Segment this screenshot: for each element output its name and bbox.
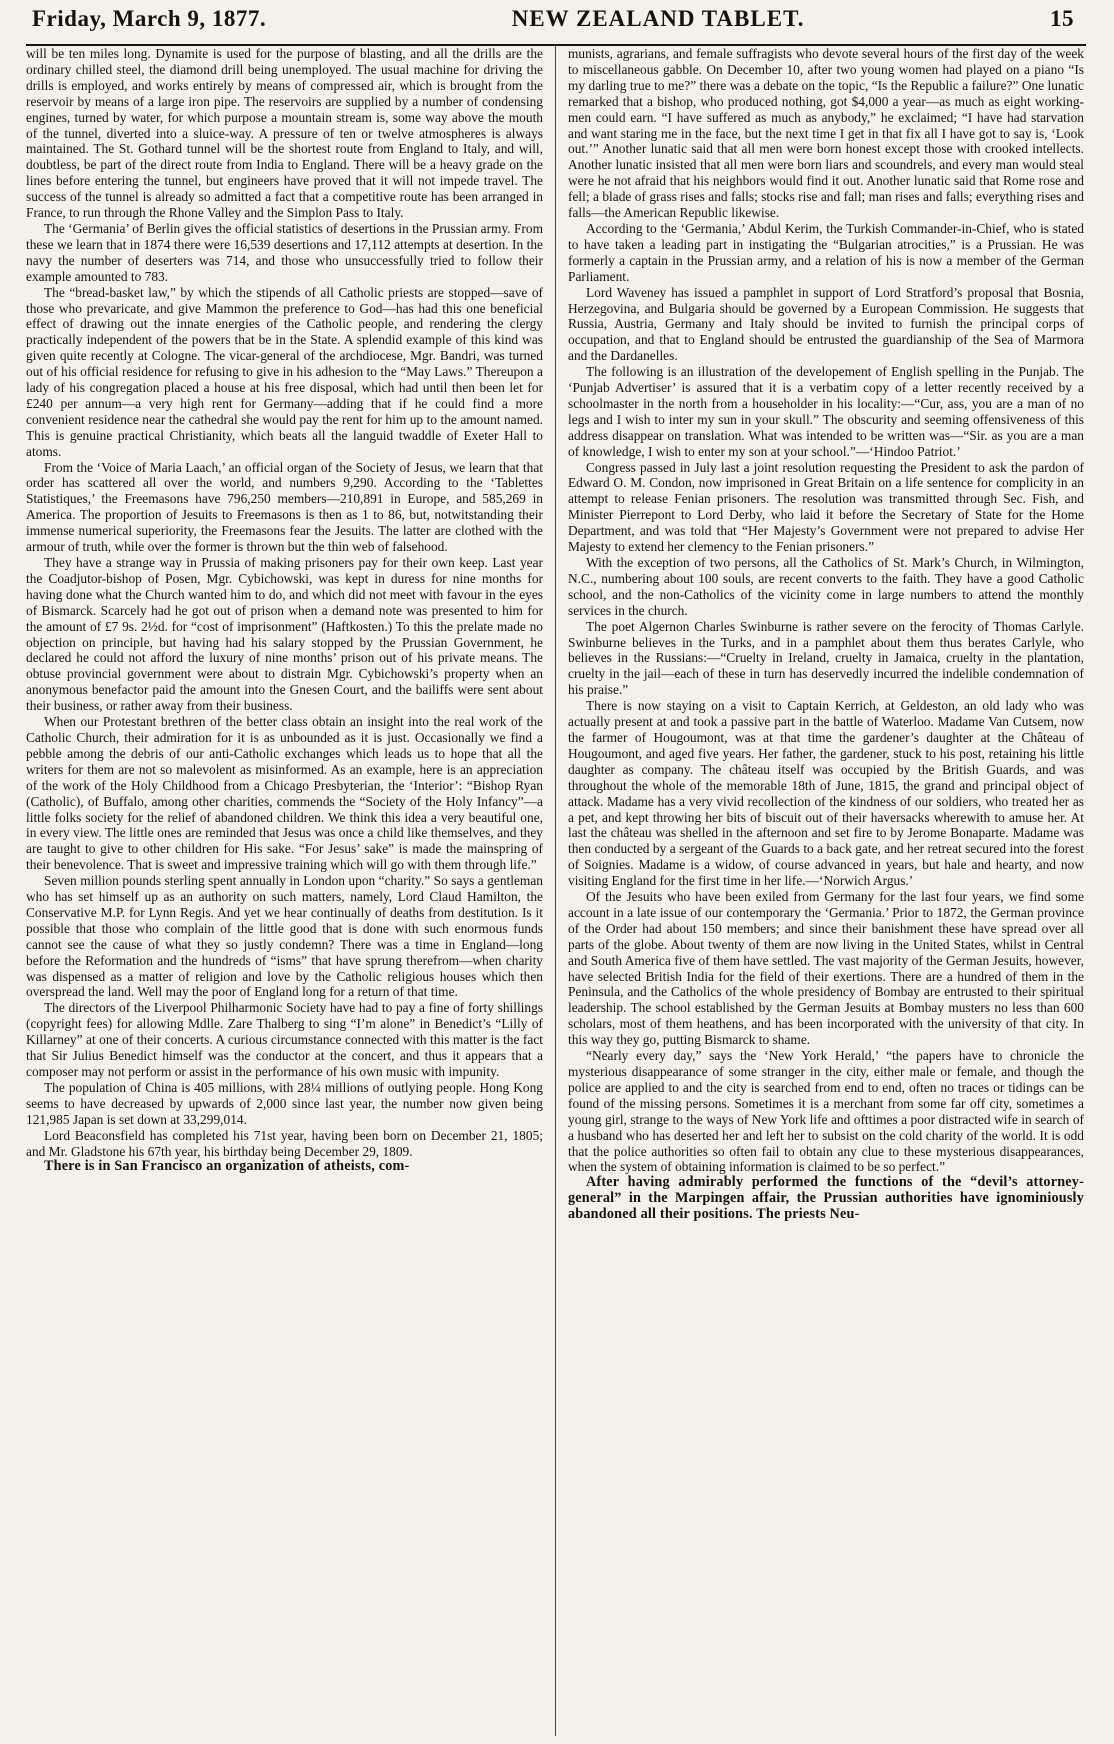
paragraph: Seven million pounds sterling spent annually in London upon “charity.” So says a gentleman who has set himself up as an authority on such matters, namely, Lord Claud Hamilton, the Conservative M.P. for Lynn Regis. And yet we hear continually of deaths from destitution. Is it possible that those who complain of the little good that is done with such enormous funds cannot see the cause of what they so justly condemn? There was a time in England—long before the Reformation and the hundreds of “isms” that have sprung therefrom—when charity was dispensed as a matter of religion and love by the Catholic religious houses which then overspread the land. Well may the poor of England long for a return of that time. (26, 873, 543, 1000)
paragraph: Of the Jesuits who have been exiled from Germany for the last four years, we find some account in a late issue of our contemporary the ‘Germania.’ Prior to 1872, the German province of the Order had about 150 members; and since their banishment these have spread over all parts of the globe. About twenty of them are now living in the United States, whilst in Central and South America five of them have settled. The vast majority of the German Jesuits, however, have selected British India for the field of their exertions. There are a hundred of them in the Peninsula, and the Catholics of the whole presidency of Bombay are entrusted to their spiritual leadership. The school established by the German Jesuits at Bombay musters no less than 600 scholars, most of them heathens, and has been incorporated with the university of that city. In this way they go, putting Bismarck to shame. (568, 889, 1084, 1048)
paragraph: The population of China is 405 millions, with 28¼ millions of outlying people. Hong Kong seems to have decreased by upwards of 2,000 since last year, the number now given being 121,985 Japan is set down at 33,299,014. (26, 1079, 543, 1127)
paragraph: will be ten miles long. Dynamite is used for the purpose of blasting, and all the drills are the ordinary chilled steel, the diamond drill being unemployed. The usual machine for driving the drills is employed, and works entirely by means of compressed air, which is brought from the reservoir by means of a large iron pipe. The reservoirs are supplied by a number of condensing engines, turned by water, for which purpose a mountain stream is, some way above the mouth of the tunnel, diverted into a sluice-way. A pressure of ten or twelve atmospheres is always maintained. The St. Gothard tunnel will be the shortest route from England to Italy, and will, doubtless, be part of the direct route from India to England. There will be a heavy grade on the lines before entering the tunnel, but engineers have proved that it will not impede travel. The success of the tunnel is already so admitted a fact that a competitive route has been arranged in France, to run through the Rhone Valley and the Simplon Pass to Italy. (26, 46, 543, 221)
paragraph: Lord Beaconsfield has completed his 71st year, having been born on December 21, 1805; and Mr. Gladstone his 67th year, his birthday being December 29, 1809. (26, 1127, 543, 1159)
paragraph: There is in San Francisco an organization of atheists, com- (44, 1158, 410, 1175)
issue-date: Friday, March 9, 1877. (32, 6, 267, 31)
paragraph: There is now staying on a visit to Captain Kerrich, at Geldeston, an old lady who was actually present at and took a passive part in the battle of Waterloo. Madame Van Cutsem, now the farmer of Hougoumont, was at that time the gardener’s daughter at the Château of Hougoumont, and aged five years. Her father, the gardener, stuck to his post, retaining his little daughter as company. The château itself was occupied by the British Guards, and was throughout the whole of the memorable 18th of June, 1815, the grand and principal object of attack. Madame has a very vivid recollection of the kindness of our soldiers, who treated her as a pet, and kept throwing her bits of biscuit out of their haversacks wherewith to amuse her. At last the château was shelled in the afternoon and set fire to by Jerome Bonaparte. Madame was then conducted by a sergeant of the Guards to a back gate, and her retreat secured into the forest of Soignies. Madame is a widow, of course advanced in years, but hale and hearty, and now visiting England for the first time in her life.—‘Norwich Argus.’ (568, 698, 1084, 889)
publication-title: NEW ZEALAND TABLET. (511, 6, 805, 31)
paragraph: After having admirably performed the functions of the “devil’s attorney-general” in the Marpingen affair, the Prussian authorities have ignominiously abandoned all their positions. The priests Neu- (568, 1174, 1084, 1223)
right-column (555, 46, 1084, 1736)
paragraph: The “bread-basket law,” by which the stipends of all Catholic priests are stopped—save of those who prevaricate, and give Mammon the preference to God—has had this one beneficial effect of drawing out the innate energies of the Catholic people, and rendering the clergy practically independent of the powers that be in the State. A splendid example of this kind was given quite recently at Cologne. The vicar-general of the archdiocese, Mgr. Bandri, was turned out of his official residence for refusing to give in his adhesion to the “May Laws.” Thereupon a lady of his congregation placed a house at his free disposal, which had until then been let for £240 per annum—a very high rent for Germany—adding that if he could find a more convenient residence near the cathedral she would pay the rent for him up to the amount named. This is genuine practical Christianity, which beats all the languid twaddle of Exeter Hall to atoms. (26, 284, 543, 459)
left-column (26, 46, 555, 1736)
article-columns (26, 46, 1086, 1736)
page-number: 15 (1050, 6, 1074, 31)
paragraph: According to the ‘Germania,’ Abdul Kerim, the Turkish Commander-in-Chief, who is stated to have taken a leading part in instigating the “Bulgarian atrocities,” is a Prussian. He was formerly a captain in the Prussian army, and a relation of his is now a member of the German Parliament. (568, 220, 1084, 284)
paragraph: munists, agrarians, and female suffragists who devote several hours of the first day of the week to miscellaneous gabble. On December 10, after two young women had played on a piano “Is my darling true to me?” there was a debate on the topic, “Is the Republic a failure?” One lunatic remarked that a bishop, who produced nothing, got $4,000 a year—as much as eight working-men could earn. “I have suffered as much as anybody,” he exclaimed; “I have had starvation and want staring me in the face, but the next time I get in that fix all I have got to say is, ‘Look out.’” Another lunatic said that all men were born honest except those with crooked intellects. Another lunatic insisted that all men were born liars and scoundrels, and every man would steal were he not afraid that his neighbors would find it out. Another lunatic said that Rome rose and fell; a blade of grass rises and falls; stocks rise and fall; man rises and falls; everything rises and falls—the American Republic likewise. (568, 46, 1084, 221)
paragraph: The following is an illustration of the developement of English spelling in the Punjab. The ‘Punjab Advertiser’ is assured that it is a verbatim copy of a letter recently received by a schoolmaster in the north from a householder in his locality:—“Cur, ass, you are a man of no legs and I wish to inter my sun in your skull.” The obscurity and seeming offensiveness of this address disappear on translation. What was intended to be written was—“Sir. as you are a man of knowledge, I wish to enter my son at your school.”—‘Hindoo Patriot.’ (568, 364, 1084, 459)
masthead (26, 6, 1086, 46)
paragraph: When our Protestant brethren of the better class obtain an insight into the real work of the Catholic Church, their admiration for it is as unbounded as it is just. Occasionally we find a pebble among the debris of our anti-Catholic exchanges which leads us to hope that all the writers for them are not so malevolent as misinformed. As an example, here is an appreciation of the work of the Holy Childhood from a Chicago Presbyterian, the ‘Interior’: “Bishop Ryan (Catholic), of Buffalo, among other charities, commends the “Society of the Holy Infancy”—a little folks society for the relief of abandoned children. We think this idea a very beautiful one, in every view. The little ones are reminded that Jesus was once a child like themselves, and they are taught to give to other children for His sake. “For Jesus’ sake” is made the mainspring of their benevolence. That is sweet and impressive training which will go with them through life.” (26, 714, 543, 873)
paragraph: The poet Algernon Charles Swinburne is rather severe on the ferocity of Thomas Carlyle. Swinburne believes in the Turks, and in a pamphlet about them thus berates Carlyle, who believes in the Russians:—“Cruelty in Ireland, cruelty in Jamaica, cruelty in the plantation, cruelty in the jail—each of these in turn has deservedly incurred the indelible condemnation of his praise.” (568, 618, 1084, 698)
paragraph: Congress passed in July last a joint resolution requesting the President to ask the pardon of Edward O. M. Condon, now imprisoned in Great Britain on a life sentence for complicity in an attempt to release Fenian prisoners. The resolution was transmitted through Sec. Fish, and Minister Pierrepont to Lord Derby, who laid it before the Secretary of State for the Home Department, and was told that “Her Majesty’s Government were not prepared to advise Her Majesty to extend her clemency to the Fenian prisoners.” (568, 459, 1084, 555)
paragraph: “Nearly every day,” says the ‘New York Herald,’ “the papers have to chronicle the mysterious disappearance of some stranger in the city, either male or female, and though the police are applied to and the city is searched from end to end, often no traces or tidings can be found of the missing persons. Sometimes it is a merchant from some far off city, sometimes a young girl, strange to the ways of New York life and ofttimes a poor distracted wife in search of a husband who has deserted her and left her to subsist on the cold charity of the world. It is odd that the police authorities so often fail to obtain any clue to these mysterious disappearances, when the system of obtaining information is claimed to be so perfect.” (568, 1048, 1084, 1175)
paragraph: From the ‘Voice of Maria Laach,’ an official organ of the Society of Jesus, we learn that that order has scattered all over the world, and numbers 9,290. According to the ‘Tablettes Statistiques,’ the Freemasons have 796,250 members—210,891 in Europe, and 585,269 in America. The proportion of Jesuits to Freemasons is then as 1 to 86, but, notwitstanding their immense numerical superiority, the Freemasons fear the Jesuits. The latter are clothed with the armour of truth, while over the former is thrown but the thin web of falsehood. (26, 459, 543, 555)
paragraph: They have a strange way in Prussia of making prisoners pay for their own keep. Last year the Coadjutor-bishop of Posen, Mgr. Cybichowski, was kept in duress for nine months for having done what the Church wanted him to do, and which did not meet with favour in the eyes of Bismarck. Scarcely had he got out of prison when a demand note was presented to him for the amount of £7 9s. 2½d. for “cost of imprisonment” (Haftkosten.) To this the prelate made no objection on principle, but having had his salary stopped by the Prussian Government, he declared he could not afford the luxury of nine months’ prison out of his private means. The obtuse provincial government were about to distrain Mgr. Cybichowski’s property when an anonymous benefactor paid the amount into the Gnesen Court, and the bailiffs were sent about their business, or rather away from their business. (26, 555, 543, 714)
paragraph: The ‘Germania’ of Berlin gives the official statistics of desertions in the Prussian army. From these we learn that in 1874 there were 16,539 desertions and 17,112 attempts at desertion. In the navy the number of deserters was 714, and those who unsuccessfully tried to follow their example amounted to 783. (26, 220, 543, 284)
paragraph: The directors of the Liverpool Philharmonic Society have had to pay a fine of forty shillings (copyright fees) for allowing Mdlle. Zare Thalberg to sing “I’m alone” in Benedict’s “Lilly of Killarney” at one of their concerts. A curious circumstance connected with this matter is the fact that Sir Julius Benedict himself was the conductor at the concert, and thus it appears that a composer may not perform or assist in the performance of his own music with impunity. (26, 1000, 543, 1079)
paragraph: With the exception of two persons, all the Catholics of St. Mark’s Church, in Wilmington, N.C., numbering about 100 souls, are recent converts to the faith. They have a good Catholic school, and the non-Catholics of the vicinity come in large numbers to attend the monthly services in the church. (568, 555, 1084, 618)
paragraph: Lord Waveney has issued a pamphlet in support of Lord Stratford’s proposal that Bosnia, Herzegovina, and Bulgaria should be governed by a European Commission. He suggests that Russia, Austria, Germany and Italy should be invited to furnish the principal corps of occupation, and that to England should be entrusted the guardianship of the Sea of Marmora and the Dardanelles. (568, 284, 1084, 364)
